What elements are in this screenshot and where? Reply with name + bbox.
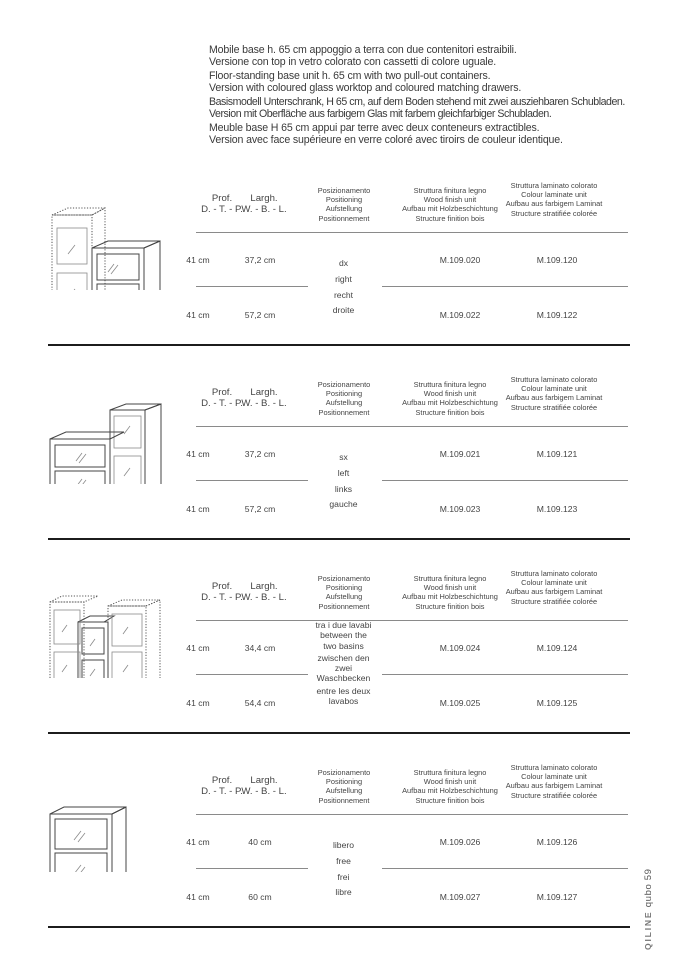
laminate-header-line: Struttura laminato colorato xyxy=(510,181,598,190)
laminate-header-line: Colour laminate unit xyxy=(521,578,587,588)
position-line: left xyxy=(337,467,350,478)
wood-header-line: Struttura finitura legno xyxy=(413,380,487,389)
row-divider xyxy=(382,674,628,675)
position-line: free xyxy=(336,855,351,866)
wood-header-line: Structure finition bois xyxy=(415,601,485,611)
depth-header-line: D. - T. - P. xyxy=(201,592,243,603)
section-divider xyxy=(48,538,630,540)
width-header-line: W. - B. - L. xyxy=(241,398,287,409)
width-cell: 57,2 cm xyxy=(244,504,276,514)
laminate-header-line: Aufbau aus farbigem Laminat xyxy=(505,393,603,403)
table-divider xyxy=(196,620,628,621)
freestanding-unit-icon xyxy=(48,752,173,872)
position-cell xyxy=(296,838,391,901)
intro-line: Version with coloured glass worktop and coloured matching drawers. xyxy=(209,82,522,95)
width-header xyxy=(235,775,293,797)
wood-header-line: Structure finition bois xyxy=(415,795,485,805)
section-divider xyxy=(48,344,630,346)
laminate-header-line: Aufbau aus farbigem Laminat xyxy=(505,199,603,209)
position-header-line: Aufstellung xyxy=(325,204,363,214)
depth-header-line: D. - T. - P. xyxy=(201,398,243,409)
position-line: between the xyxy=(320,630,367,641)
laminate-cell: M.109.126 xyxy=(536,837,578,847)
depth-cell: 41 cm xyxy=(186,449,210,459)
intro-line: Basismodell Unterschrank, H 65 cm, auf dem Boden stehend mit zwei ausziehbaren Schubladen. xyxy=(209,95,625,108)
wood-header-line: Aufbau mit Holzbeschichtung xyxy=(402,786,498,796)
laminate-header-line: Structure stratifiée colorée xyxy=(510,208,598,218)
position-line: Waschbecken xyxy=(316,673,371,684)
position-line: droite xyxy=(332,305,355,316)
position-line: lavabos xyxy=(328,696,359,707)
width-header-line: Largh. xyxy=(250,775,278,786)
product-section xyxy=(48,558,630,734)
table-divider xyxy=(196,232,628,233)
depth-header-line: D. - T. - P. xyxy=(201,204,243,215)
wood-header-line: Structure finition bois xyxy=(415,213,485,223)
depth-cell: 41 cm xyxy=(186,698,210,708)
section-divider xyxy=(48,732,630,734)
position-header xyxy=(294,380,394,417)
width-cell: 37,2 cm xyxy=(244,449,276,459)
row-divider xyxy=(196,868,308,869)
laminate-header-line: Struttura laminato colorato xyxy=(510,375,598,384)
position-header xyxy=(294,574,394,611)
page-number: 59 xyxy=(643,868,654,881)
wood-cell: M.109.027 xyxy=(439,892,481,902)
laminate-header-line: Struttura laminato colorato xyxy=(510,763,598,772)
between-basins-unit-icon xyxy=(48,558,173,678)
depth-header-line: Prof. xyxy=(211,193,233,204)
laminate-header-line: Colour laminate unit xyxy=(521,772,587,782)
laminate-header-line: Struttura laminato colorato xyxy=(510,569,598,578)
product-section xyxy=(48,364,630,540)
wood-cell: M.109.022 xyxy=(439,310,481,320)
width-header xyxy=(235,193,293,215)
depth-header-line: Prof. xyxy=(211,775,233,786)
product-section xyxy=(48,752,630,928)
position-header-line: Aufstellung xyxy=(325,592,363,602)
wood-header-line: Struttura finitura legno xyxy=(413,574,487,583)
laminate-header-line: Aufbau aus farbigem Laminat xyxy=(505,587,603,597)
intro-paragraph xyxy=(209,44,649,69)
position-header-line: Positionnement xyxy=(318,795,370,805)
width-header-line: Largh. xyxy=(250,581,278,592)
position-header-line: Positionnement xyxy=(318,213,370,223)
position-header-line: Positionnement xyxy=(318,601,370,611)
width-cell: 54,4 cm xyxy=(244,698,276,708)
position-line: libre xyxy=(335,887,352,898)
laminate-cell: M.109.124 xyxy=(536,643,578,653)
laminate-header-line: Colour laminate unit xyxy=(521,190,587,200)
width-cell: 34,4 cm xyxy=(244,643,276,653)
position-line: tra i due lavabi xyxy=(315,620,372,630)
wood-cell: M.109.025 xyxy=(439,698,481,708)
wood-header-line: Structure finition bois xyxy=(415,407,485,417)
laminate-cell: M.109.125 xyxy=(536,698,578,708)
intro-line: Version mit Oberfläche aus farbigem Glas mit farbem gleichfarbiger Schubladen. xyxy=(209,108,552,121)
position-line: recht xyxy=(333,289,354,300)
intro-line: Versione con top in vetro colorato con cassetti di colore uguale. xyxy=(209,56,497,69)
intro-line: Mobile base h. 65 cm appoggio a terra con due contenitori estraibili. xyxy=(209,44,517,56)
width-header-line: W. - B. - L. xyxy=(241,592,287,603)
position-header-line: Posizionamento xyxy=(317,574,371,583)
wood-cell: M.109.021 xyxy=(439,449,481,459)
depth-cell: 41 cm xyxy=(186,255,210,265)
position-line: dx xyxy=(338,258,349,268)
position-header-line: Posizionamento xyxy=(317,768,371,777)
position-header-line: Posizionamento xyxy=(317,380,371,389)
wood-header-line: Wood finish unit xyxy=(423,195,477,205)
position-line: gauche xyxy=(329,499,358,510)
table-divider xyxy=(196,814,628,815)
position-line: two basins xyxy=(323,640,364,651)
laminate-cell: M.109.123 xyxy=(536,504,578,514)
position-header-line: Aufstellung xyxy=(325,786,363,796)
row-divider xyxy=(196,286,308,287)
intro-line: Version avec face supérieure en verre coloré avec tiroirs de couleur identique. xyxy=(209,134,563,147)
right-unit-icon xyxy=(48,170,173,290)
position-header-line: Positioning xyxy=(325,195,363,205)
width-cell: 57,2 cm xyxy=(244,310,276,320)
laminate-header xyxy=(489,375,619,412)
width-cell: 37,2 cm xyxy=(244,255,276,265)
wood-header-line: Wood finish unit xyxy=(423,777,477,787)
laminate-cell: M.109.120 xyxy=(536,255,578,265)
position-header-line: Posizionamento xyxy=(317,186,371,195)
depth-cell: 41 cm xyxy=(186,892,210,902)
position-line: libero xyxy=(332,840,355,850)
wood-cell: M.109.024 xyxy=(439,643,481,653)
position-line: zwei xyxy=(334,663,353,674)
wood-header-line: Aufbau mit Holzbeschichtung xyxy=(402,204,498,214)
width-header-line: W. - B. - L. xyxy=(241,786,287,797)
depth-cell: 41 cm xyxy=(186,837,210,847)
depth-cell: 41 cm xyxy=(186,643,210,653)
wood-header-line: Struttura finitura legno xyxy=(413,186,487,195)
left-unit-icon xyxy=(48,364,173,484)
wood-cell: M.109.026 xyxy=(439,837,481,847)
wood-cell: M.109.023 xyxy=(439,504,481,514)
width-cell: 60 cm xyxy=(248,892,272,902)
position-cell xyxy=(296,450,391,513)
depth-header-line: Prof. xyxy=(211,387,233,398)
laminate-header-line: Structure stratifiée colorée xyxy=(510,402,598,412)
position-header-line: Aufstellung xyxy=(325,398,363,408)
depth-header-line: D. - T. - P. xyxy=(201,786,243,797)
position-line: links xyxy=(334,483,353,494)
position-line: entre les deux xyxy=(316,685,371,696)
row-divider xyxy=(196,480,308,481)
position-header-line: Positioning xyxy=(325,777,363,787)
width-cell: 40 cm xyxy=(248,837,272,847)
width-header-line: W. - B. - L. xyxy=(241,204,287,215)
position-cell xyxy=(296,620,391,706)
position-line: right xyxy=(335,273,352,284)
position-line: frei xyxy=(337,871,350,882)
laminate-header-line: Colour laminate unit xyxy=(521,384,587,394)
laminate-header-line: Aufbau aus farbigem Laminat xyxy=(505,781,603,791)
wood-header-line: Aufbau mit Holzbeschichtung xyxy=(402,592,498,602)
position-cell xyxy=(296,256,391,319)
laminate-cell: M.109.121 xyxy=(536,449,578,459)
intro-paragraph xyxy=(209,122,649,147)
depth-cell: 41 cm xyxy=(186,310,210,320)
laminate-cell: M.109.127 xyxy=(536,892,578,902)
brand-name: QILINE xyxy=(643,910,653,950)
product-section xyxy=(48,170,630,346)
position-line: sx xyxy=(339,452,348,462)
wood-cell: M.109.020 xyxy=(439,255,481,265)
wood-header-line: Aufbau mit Holzbeschichtung xyxy=(402,398,498,408)
position-header xyxy=(294,768,394,805)
intro-line: Floor-standing base unit h. 65 cm with two pull-out containers. xyxy=(209,69,491,82)
product-name: qubo xyxy=(643,883,654,908)
laminate-header-line: Structure stratifiée colorée xyxy=(510,596,598,606)
depth-cell: 41 cm xyxy=(186,504,210,514)
row-divider xyxy=(382,868,628,869)
position-line: zwischen den xyxy=(317,652,370,663)
position-header-line: Positioning xyxy=(325,389,363,399)
position-header-line: Positionnement xyxy=(318,407,370,417)
row-divider xyxy=(382,480,628,481)
wood-header-line: Wood finish unit xyxy=(423,389,477,399)
laminate-header xyxy=(489,181,619,218)
page-footer xyxy=(643,868,654,950)
wood-header-line: Struttura finitura legno xyxy=(413,768,487,777)
intro-text xyxy=(209,44,649,148)
width-header-line: Largh. xyxy=(250,193,278,204)
laminate-cell: M.109.122 xyxy=(536,310,578,320)
width-header-line: Largh. xyxy=(250,387,278,398)
intro-paragraph xyxy=(209,70,649,95)
table-divider xyxy=(196,426,628,427)
wood-header-line: Wood finish unit xyxy=(423,583,477,593)
depth-header-line: Prof. xyxy=(211,581,233,592)
section-divider xyxy=(48,926,630,928)
laminate-header xyxy=(489,569,619,606)
position-header-line: Positioning xyxy=(325,583,363,593)
row-divider xyxy=(196,674,308,675)
width-header xyxy=(235,387,293,409)
laminate-header xyxy=(489,763,619,800)
laminate-header-line: Structure stratifiée colorée xyxy=(510,790,598,800)
row-divider xyxy=(382,286,628,287)
intro-line: Meuble base H 65 cm appui par terre avec deux conteneurs extractibles. xyxy=(209,121,540,134)
intro-paragraph xyxy=(209,96,649,121)
position-header xyxy=(294,186,394,223)
width-header xyxy=(235,581,293,603)
